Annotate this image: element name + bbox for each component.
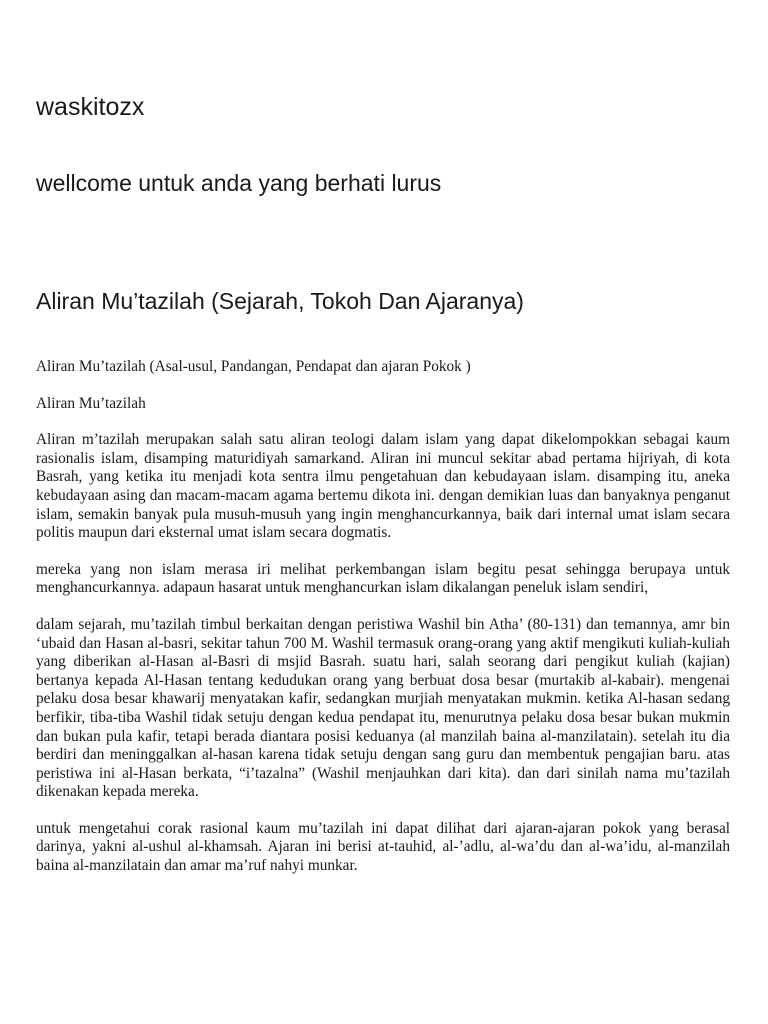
post-section-heading: Aliran Mu’tazilah xyxy=(36,394,146,412)
post-paragraph: Aliran m’tazilah merupakan salah satu aliran teologi dalam islam yang dapat dikelompokkan sebagai kaum rasionalis islam, disamping maturidiyah samarkand. Aliran ini muncul sekitar abad pertama hijriyah, di kota Basrah, yang ketika itu menjadi kota sentra ilmu pengetahuan dan kebudayaan islam. disamping itu, aneka kebudayaan asing dan macam-macam agama bertemu dikota ini. dengan demikian luas dan banyaknya penganut islam, semakin banyak pula musuh-musuh yang ingin menghancurkannya, baik dari internal umat islam secara politis maupun dari eksternal umat islam secara dogmatis. xyxy=(36,431,730,542)
post-title[interactable]: Aliran Mu’tazilah (Sejarah, Tokoh Dan Ajaranya) xyxy=(36,288,524,314)
post-paragraph: dalam sejarah, mu’tazilah timbul berkaitan dengan peristiwa Washil bin Atha’ (80-131) dan temannya, amr bin ‘ubaid dan Hasan al-basri, sekitar tahun 700 M. Washil termasuk orang-orang yang aktif mengikuti kuliah-kuliah yang diberikan al-Hasan al-Basri di msjid Basrah. suatu hari, salah seorang dari pengikut kuliah (kajian) bertanya kepada Al-Hasan tentang kedudukan orang yang berbuat dosa besar (murtakib al-kabair). mengenai pelaku dosa besar khawarij menyatakan kafir, sedangkan murjiah menyatakan mukmin. ketika Al-hasan sedang berfikir, tiba-tiba Washil tidak setuju dengan kedua pendapat itu, menurutnya pelaku dosa besar bukan mukmin dan bukan pula kafir, tetapi berada diantara posisi keduanya (al manzilah baina al-manzilatain). setelah itu dia berdiri dan meninggalkan al-hasan karena tidak setuju dengan sang guru dan membentuk pengajian baru. atas peristiwa ini al-Hasan berkata, “i’tazalna” (Washil menjauhkan dari kita). dan dari sinilah nama mu’tazilah dikenakan kepada mereka. xyxy=(36,615,730,801)
site-tagline: wellcome untuk anda yang berhati lurus xyxy=(36,170,442,196)
post-paragraph: mereka yang non islam merasa iri melihat perkembangan islam begitu pesat sehingga berupaya untuk menghancurkannya. adapaun hasarat untuk menghancurkan islam dikalangan peneluk islam sendiri, xyxy=(36,560,730,597)
post-body xyxy=(36,358,730,894)
post-paragraph: untuk mengetahui corak rasional kaum mu’tazilah ini dapat dilihat dari ajaran-ajaran pokok yang berasal darinya, yakni al-ushul al-khamsah. Ajaran ini berisi at-tauhid, al-’adlu, al-wa’du dan al-wa’idu, al-manzilah baina al-manzilatain dan amar ma’ruf nahyi munkar. xyxy=(36,819,730,875)
site-title[interactable]: waskitozx xyxy=(36,93,145,121)
post-subtitle: Aliran Mu’tazilah (Asal-usul, Pandangan, Pendapat dan ajaran Pokok ) xyxy=(36,358,471,375)
